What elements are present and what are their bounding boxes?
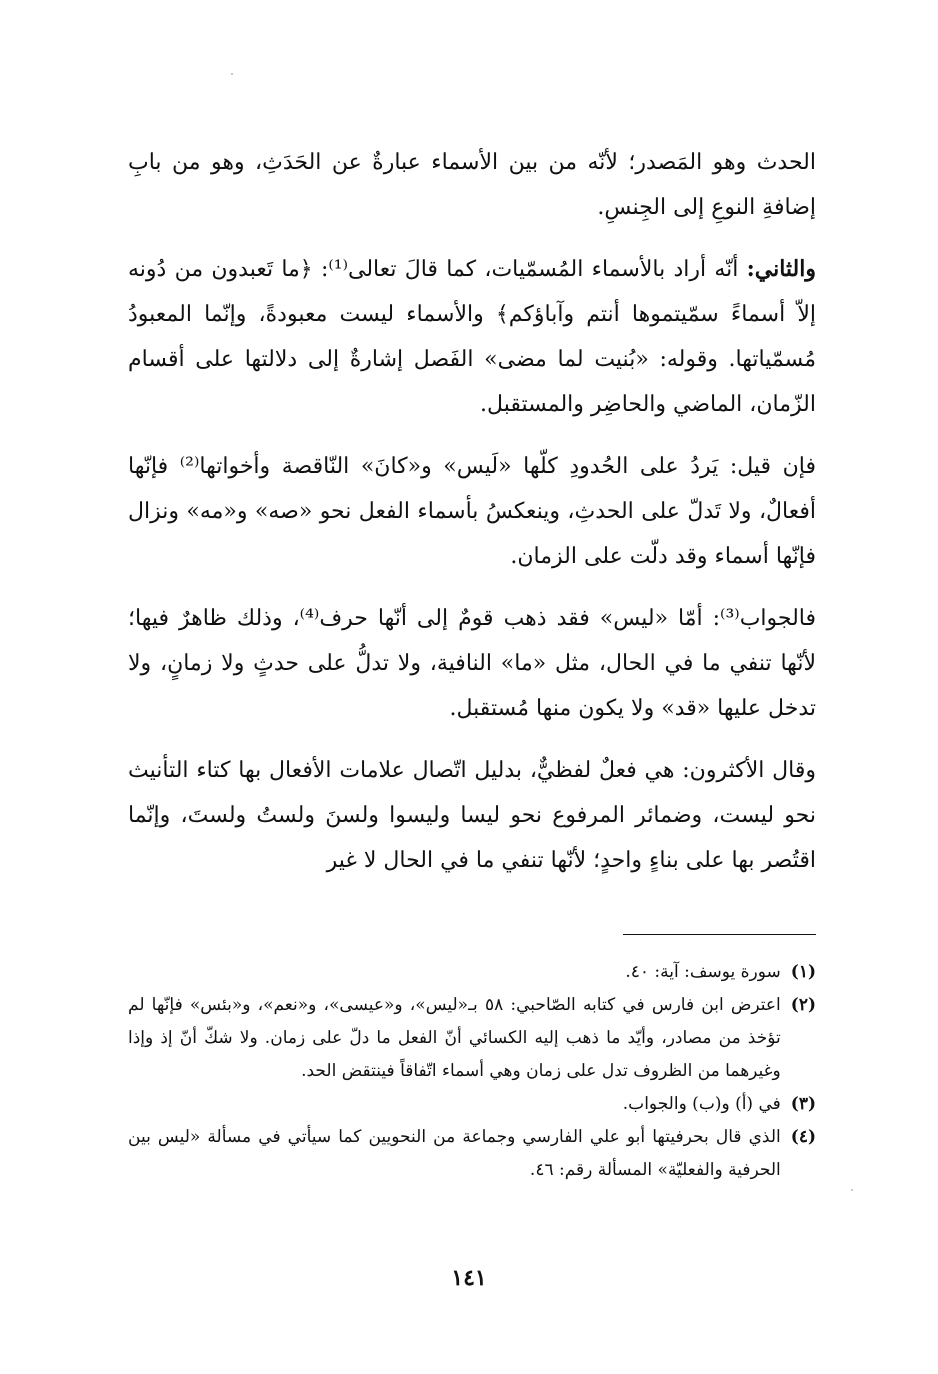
footnote <box>128 989 816 1088</box>
scan-speck <box>851 1189 853 1191</box>
paragraph <box>128 596 816 731</box>
footnote <box>128 1088 816 1121</box>
footnote-number: (١) <box>790 962 816 982</box>
paragraph <box>128 444 816 579</box>
footnote-number: (٢) <box>790 995 816 1015</box>
footnote <box>128 1121 816 1187</box>
footnote-text: اعترض ابن فارس في كتابه الصّاحبي: ٥٨ بـ«ليس»، و«عيسى»، و«نعم»، و«بئس» فإنّها لم تؤخذ من مصادر، وأيّد ما ذهب إليه الكسائي أنّ الفعل ما دلّ على زمان. ولا شكّ أنّ إذ وإذا وغيرهما من الظروف تدل على زمان وهي أسماء اتّفاقاً فينتقض الحد. <box>128 995 781 1081</box>
page-number: ١٤١ <box>451 1265 487 1291</box>
footnote-text: الذي قال بحرفيتها أبو علي الفارسي وجماعة من النحويين كما سيأتي في مسألة «ليس بين الحرفية والفعليّة» المسألة رقم: ٤٦. <box>128 1127 781 1180</box>
paragraph <box>128 748 816 883</box>
footnote <box>128 956 816 989</box>
scan-speck <box>231 73 233 75</box>
paragraph-text: فالجواب⁽³⁾: أمّا «ليس» فقد ذهب قومٌ إلى أنّها حرف⁽⁴⁾، وذلك ظاهرٌ فيها؛ لأنّها تنفي ما في الحال، مثل «ما» النافية، ولا تدلُّ على حدثٍ ولا زمانٍ، ولا تدخل عليها «قد» ولا يكون منها مُستقبل. <box>128 606 817 721</box>
paragraph-text: وقال الأكثرون: هي فعلٌ لفظيٌّ، بدليل اتّصال علامات الأفعال بها كتاء التأنيث نحو ليست، وضمائر المرفوع نحو ليسا وليسوا ولسنَ ولستُ ولستَ، وإنّما اقتُصر بها على بناءٍ واحدٍ؛ لأنّها تنفي ما في الحال لا غير <box>128 758 816 873</box>
footnote-text: سورة يوسف: آية: ٤٠. <box>625 962 781 982</box>
paragraph-lead: والثاني: <box>746 256 816 282</box>
footnote-number: (٣) <box>790 1094 816 1114</box>
footnote-number: (٤) <box>790 1127 816 1147</box>
paragraph-text: الحدث وهو المَصدر؛ لأنّه من بين الأسماء عبارةٌ عن الحَدَثِ، وهو من بابِ إضافةِ النوعِ إلى الجِنسِ. <box>128 150 816 220</box>
paragraph <box>128 247 816 427</box>
paragraph-text: فإن قيل: يَردُ على الحُدودِ كلّها «لَيس» و«كانَ» النّاقصة وأخواتها⁽²⁾ فإنّها أفعالٌ، ولا تَدلّ على الحدثِ، وينعكسُ بأسماء الفعل نحو «صه» و«مه» ونزال فإنّها أسماء وقد دلّت على الزمان. <box>128 454 816 569</box>
footnote-text: في (أ) و(ب) والجواب. <box>622 1094 781 1114</box>
main-text-body <box>128 140 816 900</box>
paragraph-text: أنّه أراد بالأسماء المُسمّيات، كما قالَ تعالى⁽¹⁾: ﴿ما تَعبدون من دُونه إلاّ أسماءً سمّيتموها أنتم وآباؤكم﴾ والأسماء ليست معبودةً، وإنّما المعبودُ مُسمّياتها. وقوله: «بُنيت لما مضى» الفَصل إشارةٌ إلى دلالتها على أقسام الزّمان، الماضي والحاضِر والمستقبل. <box>128 257 816 417</box>
paragraph <box>128 140 816 230</box>
footnote-separator <box>623 934 816 935</box>
footnotes <box>128 956 816 1187</box>
